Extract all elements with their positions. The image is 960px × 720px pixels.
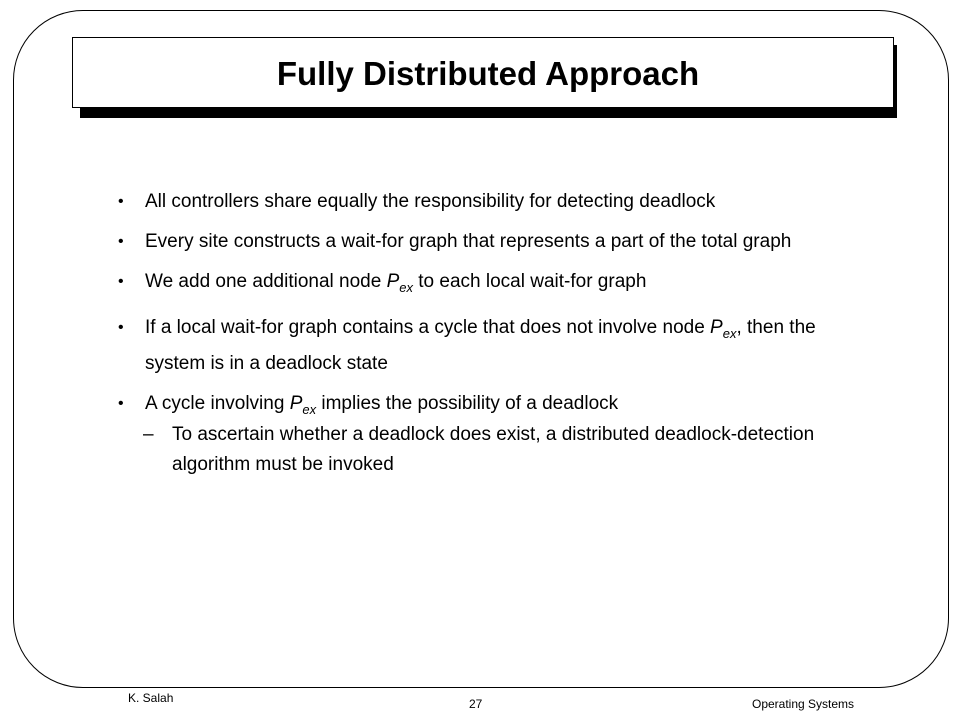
bullet-text-pre: A cycle involving bbox=[145, 392, 290, 414]
bullet-icon: • bbox=[118, 318, 124, 336]
slide-title: Fully Distributed Approach bbox=[276, 54, 700, 92]
sub-bullet-item bbox=[118, 420, 838, 480]
dash-icon: – bbox=[143, 424, 154, 446]
footer-course: Operating Systems bbox=[752, 697, 855, 711]
bullet-text: Every site constructs a wait-for graph that represents a part of the total graph bbox=[145, 231, 792, 252]
bullet-text: All controllers share equally the responsibility for detecting deadlock bbox=[145, 191, 716, 212]
slide-content bbox=[118, 187, 838, 480]
node-symbol bbox=[710, 316, 737, 341]
node-symbol-letter: P bbox=[289, 392, 303, 414]
bullet-item bbox=[118, 267, 838, 303]
node-symbol bbox=[386, 271, 413, 295]
bullet-item bbox=[118, 227, 838, 257]
bullet-text bbox=[145, 267, 838, 303]
bullet-text bbox=[145, 313, 838, 379]
bullet-icon: • bbox=[118, 193, 124, 210]
bullet-item bbox=[118, 313, 838, 379]
bullet-text-pre: If a local wait-for graph contains a cycle that does not involve node bbox=[145, 316, 711, 338]
node-symbol-subscript: ex bbox=[399, 279, 413, 295]
bullet-icon: • bbox=[118, 394, 124, 412]
bullet-icon: • bbox=[118, 273, 124, 290]
bullet-text-post: , then the system is in a deadlock state bbox=[145, 316, 816, 374]
bullet-text-post: to each local wait-for graph bbox=[413, 271, 647, 292]
bullet-text-post: implies the possibility of a deadlock bbox=[316, 392, 619, 414]
node-symbol bbox=[289, 392, 317, 417]
node-symbol-subscript: ex bbox=[302, 401, 317, 417]
bullet-text bbox=[145, 389, 838, 425]
title-box bbox=[72, 37, 894, 108]
bullet-icon: • bbox=[118, 233, 124, 250]
node-symbol-letter: P bbox=[386, 271, 400, 292]
footer-page-number: 27 bbox=[469, 697, 483, 711]
node-symbol-subscript: ex bbox=[722, 325, 737, 341]
node-symbol-letter: P bbox=[710, 316, 723, 338]
sub-bullet-text: To ascertain whether a deadlock does exist, a distributed deadlock-detection algorithm must be invoked bbox=[172, 424, 815, 476]
footer-author: K. Salah bbox=[128, 691, 174, 705]
bullet-item bbox=[118, 389, 838, 425]
bullet-text-pre: We add one additional node bbox=[145, 271, 387, 292]
bullet-item bbox=[118, 187, 838, 217]
